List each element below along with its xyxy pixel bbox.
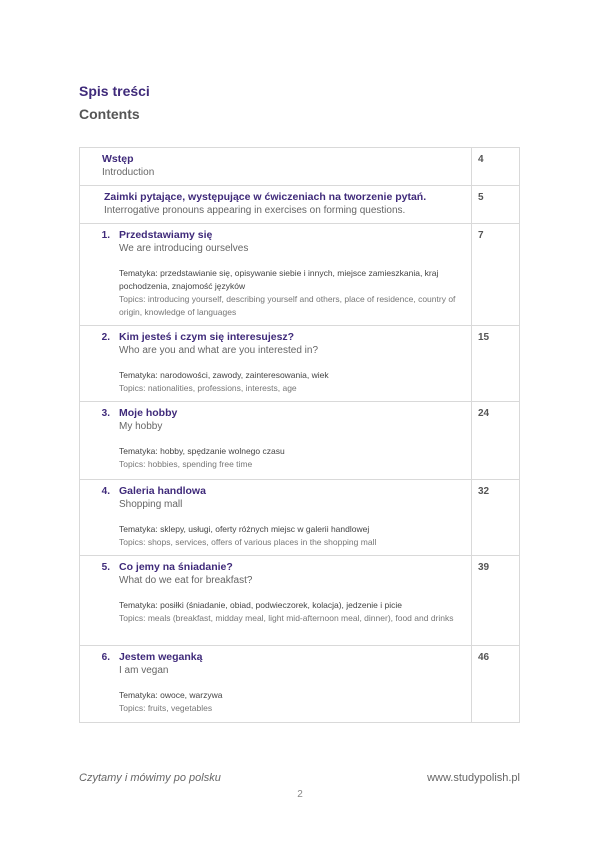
- topics-english: Topics: introducing yourself, describing yourself and others, place of residence, country of origin, knowledge of languages: [119, 294, 456, 317]
- topics-english: Topics: hobbies, spending free time: [119, 459, 253, 469]
- page-subtitle: Contents: [79, 106, 140, 122]
- toc-page-number: 24: [472, 402, 520, 480]
- topics-polish: Tematyka: owoce, warzywa: [119, 690, 223, 700]
- toc-row-chapter-1[interactable]: [80, 224, 520, 326]
- toc-subtitle: Who are you and what are you interested in?: [119, 345, 319, 356]
- topics-english: Topics: nationalities, professions, interests, age: [119, 383, 297, 393]
- toc-row-chapter-5[interactable]: [80, 556, 520, 646]
- toc-page-number: 5: [472, 186, 520, 224]
- toc-row-chapter-6[interactable]: [80, 646, 520, 723]
- toc-row-chapter-4[interactable]: [80, 480, 520, 556]
- toc-subtitle: We are introducing ourselves: [119, 243, 249, 254]
- footer-website-link[interactable]: www.studypolish.pl: [427, 772, 520, 784]
- toc-title: Zaimki pytające, występujące w ćwiczeniach na tworzenie pytań.: [104, 191, 427, 203]
- toc-subtitle: Shopping mall: [119, 499, 183, 510]
- toc-title: Przedstawiamy się: [119, 229, 213, 241]
- topics-polish: Tematyka: przedstawianie się, opisywanie siebie i innych, miejsce zamieszkania, kraj pochodzenia, znajomość języków: [119, 268, 439, 291]
- toc-row-chapter-3[interactable]: [80, 402, 520, 480]
- topics-polish: Tematyka: hobby, spędzanie wolnego czasu: [119, 446, 285, 456]
- toc-title: Galeria handlowa: [119, 485, 206, 497]
- toc-page-number: 46: [472, 646, 520, 723]
- toc-subtitle: What do we eat for breakfast?: [119, 575, 253, 586]
- topics-polish: Tematyka: narodowości, zawody, zainteresowania, wiek: [119, 370, 329, 380]
- toc-page-number: 7: [472, 224, 520, 326]
- toc-title: Wstęp: [102, 153, 134, 165]
- toc-title: Jestem weganką: [119, 651, 203, 663]
- chapter-number: 3.: [101, 408, 110, 419]
- topics-polish: Tematyka: posiłki (śniadanie, obiad, podwieczorek, kolacja), jedzenie i picie: [119, 600, 403, 610]
- toc-row-chapter-2[interactable]: [80, 326, 520, 402]
- page-number: 2: [297, 789, 303, 800]
- toc-subtitle: Interrogative pronouns appearing in exercises on forming questions.: [104, 205, 406, 216]
- chapter-number: 2.: [101, 332, 110, 343]
- toc-page-number: 39: [472, 556, 520, 646]
- toc-page-number: 32: [472, 480, 520, 556]
- toc-page-number: 4: [472, 148, 520, 186]
- chapter-number: 4.: [101, 486, 110, 497]
- toc-row-pronouns[interactable]: [80, 186, 520, 224]
- footer-book-title: Czytamy i mówimy po polsku: [79, 772, 221, 784]
- topics-english: Topics: fruits, vegetables: [119, 703, 213, 713]
- toc-title: Co jemy na śniadanie?: [119, 561, 233, 573]
- contents-table: [79, 147, 520, 723]
- chapter-number: 5.: [101, 562, 110, 573]
- topics-english: Topics: shops, services, offers of various places in the shopping mall: [119, 537, 377, 547]
- toc-subtitle: I am vegan: [119, 665, 169, 676]
- toc-subtitle: Introduction: [102, 167, 155, 178]
- topics-polish: Tematyka: sklepy, usługi, oferty różnych miejsc w galerii handlowej: [119, 524, 370, 534]
- toc-title: Moje hobby: [119, 407, 178, 419]
- toc-row-intro[interactable]: [80, 148, 520, 186]
- page-title: Spis treści: [79, 83, 150, 99]
- toc-title: Kim jesteś i czym się interesujesz?: [119, 331, 295, 343]
- toc-page-number: 15: [472, 326, 520, 402]
- chapter-number: 1.: [101, 230, 110, 241]
- topics-english: Topics: meals (breakfast, midday meal, light mid-afternoon meal, dinner), food and drinks: [119, 613, 454, 623]
- toc-subtitle: My hobby: [119, 421, 163, 432]
- chapter-number: 6.: [101, 652, 110, 663]
